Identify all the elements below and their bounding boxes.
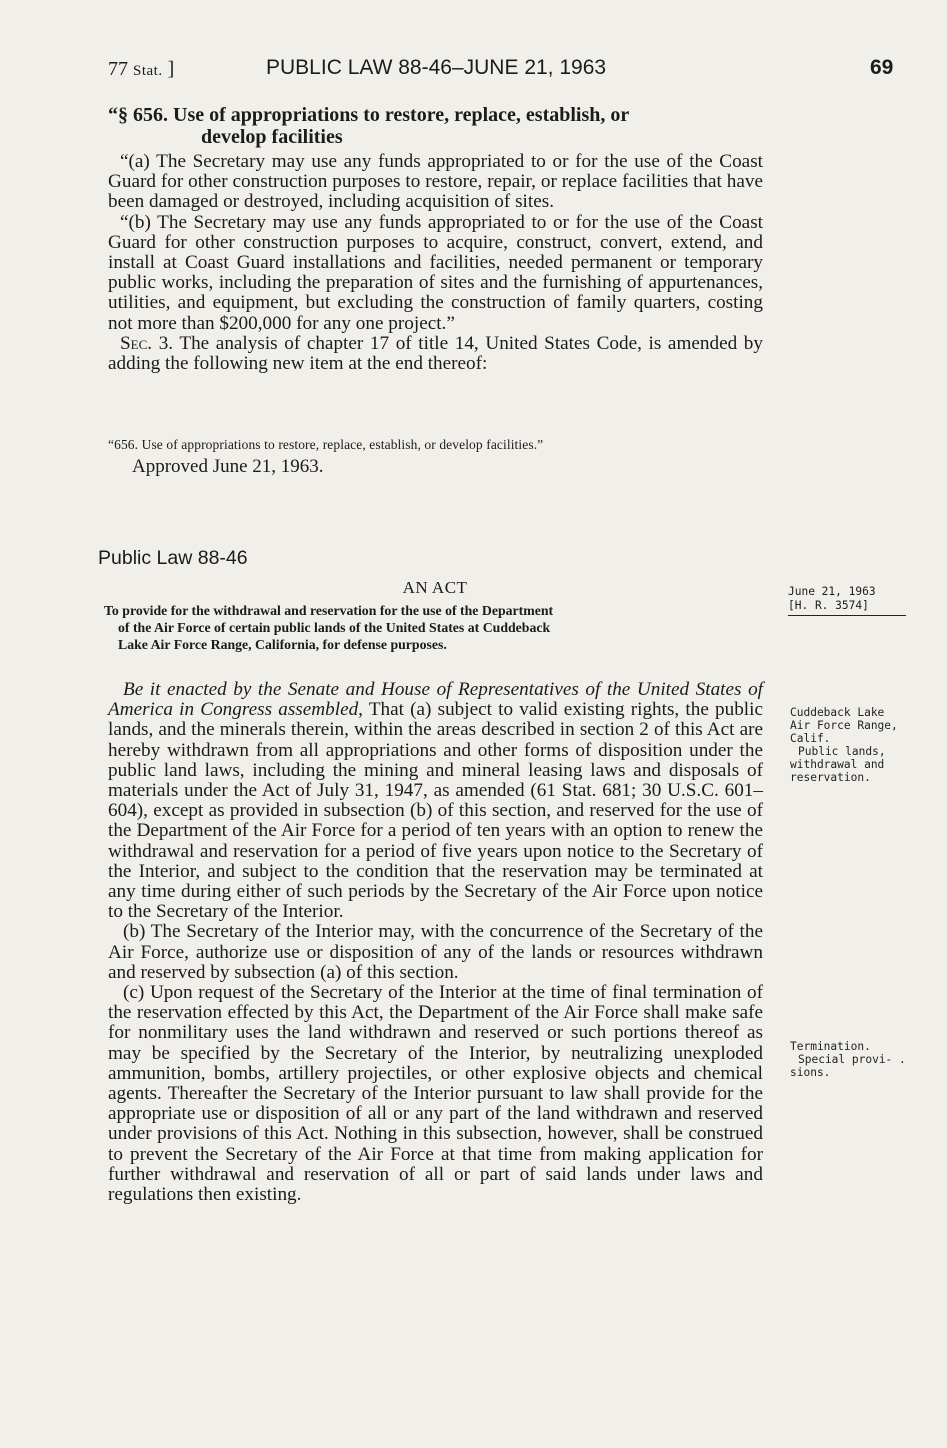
sidenote-bill: [H. R. 3574] [788,599,869,612]
running-header [0,58,947,86]
section-3-paragraph: Sec. 3. The analysis of chapter 17 of title 14, United States Code, is amended by adding the following new item at the end thereof: [108,332,763,375]
page-number: 69 [870,56,894,79]
section-1-para-b: (b) The Secretary of the Interior may, with the concurrence of the Secretary of the Air Force, authorize use or disposition of any of the lands or resources withdrawn and reserved by subsection (a) of this section. [108,921,763,983]
section-1-para-a: Be it enacted by the Senate and House of Representatives of the United States of America in Congress assembled, That (a) subject to valid existing rights, the public lands, and the minerals therein, within the areas described in section 2 of this Act are hereby withdrawn from all appropriations and other forms of disposition under the public land laws, including the mining and mineral leasing laws and disposals of materials under the Act of July 31, 1947, as amended (61 Stat. 681; 30 U.S.C. 601–604), except as provided in subsection (b) of this section, and reserved for the use of the Department of the Air Force for a period of ten years with an option to renew the withdrawal and reservation for a period of five years upon notice to the Secretary of the Interior, and subject to the condition that the reservation may be terminated at any time during either of such periods by the Secretary of the Air Force upon notice to the Secretary of the Interior. [108,679,763,923]
section-656-body [108,152,763,374]
margin-note-termination: Termination. Special provi- . sions. [790,1040,906,1079]
an-act-heading: AN ACT [402,578,468,597]
sidenote-date: June 21, 1963 [788,585,876,598]
section-656-heading: “§ 656. Use of appropriations to restore, replace, establish, or develop facilities [108,104,630,148]
approval-date: Approved June 21, 1963. [132,456,324,477]
statute-volume: 77 Stat. ] [108,58,175,80]
header-law-title: PUBLIC LAW 88-46–JUNE 21, 1963 [266,56,607,79]
margin-note-withdrawal: Cuddeback Lake Air Force Range, Calif. Public lands, withdrawal and reservation. [790,706,898,784]
act-purpose: To provide for the withdrawal and reservation for the use of the Department of the Air Force of certain public lands of the United States at Cuddeback Lake Air Force Range, California, for defense purposes. [104,603,554,652]
new-item-line: “656. Use of appropriations to restore, replace, establish, or develop facilities.” [108,437,544,452]
section-1-para-c: (c) Upon request of the Secretary of the Interior at the time of final termination of the reservation effected by this Act, the Department of the Air Force shall make safe for nonmilitary uses the land withdrawn and reserved or such portions thereof as may be specified by the Secretary of the Interior, by neutralizing unexploded ammunition, bombs, artillery projectiles, or other explosive objects and chemical agents. Thereafter the Secretary of the Interior pursuant to law shall provide for the appropriate use or disposition of all or any part of the land withdrawn and reserved under provisions of this Act. Nothing in this subsection, however, shall be construed to prevent the Secretary of the Air Force at that time from making application for further withdrawal and reservation of all or part of said lands under laws and regulations then existing. [108,982,763,1206]
section-656-para-a: “(a) The Secretary may use any funds appropriated to or for the use of the Coast Guard for other construction purposes to restore, repair, or replace facilities that have been damaged or destroyed, including acquisition of sites. [108,151,763,213]
act-body [108,680,763,1205]
section-656-para-b: “(b) The Secretary may use any funds appropriated to or for the use of the Coast Guard for other construction purposes to acquire, construct, convert, extend, and install at Coast Guard installations and facilities, needed permanent or temporary public works, including the preparation of sites and the furnishing of appurtenances, utilities, and equipment, but excluding the construction of family quarters, costing not more than $200,000 for any one project.” [108,211,763,334]
enactment-sidenote [788,585,906,616]
sidenote-rule [788,615,906,616]
public-law-title: Public Law 88-46 [98,547,248,569]
